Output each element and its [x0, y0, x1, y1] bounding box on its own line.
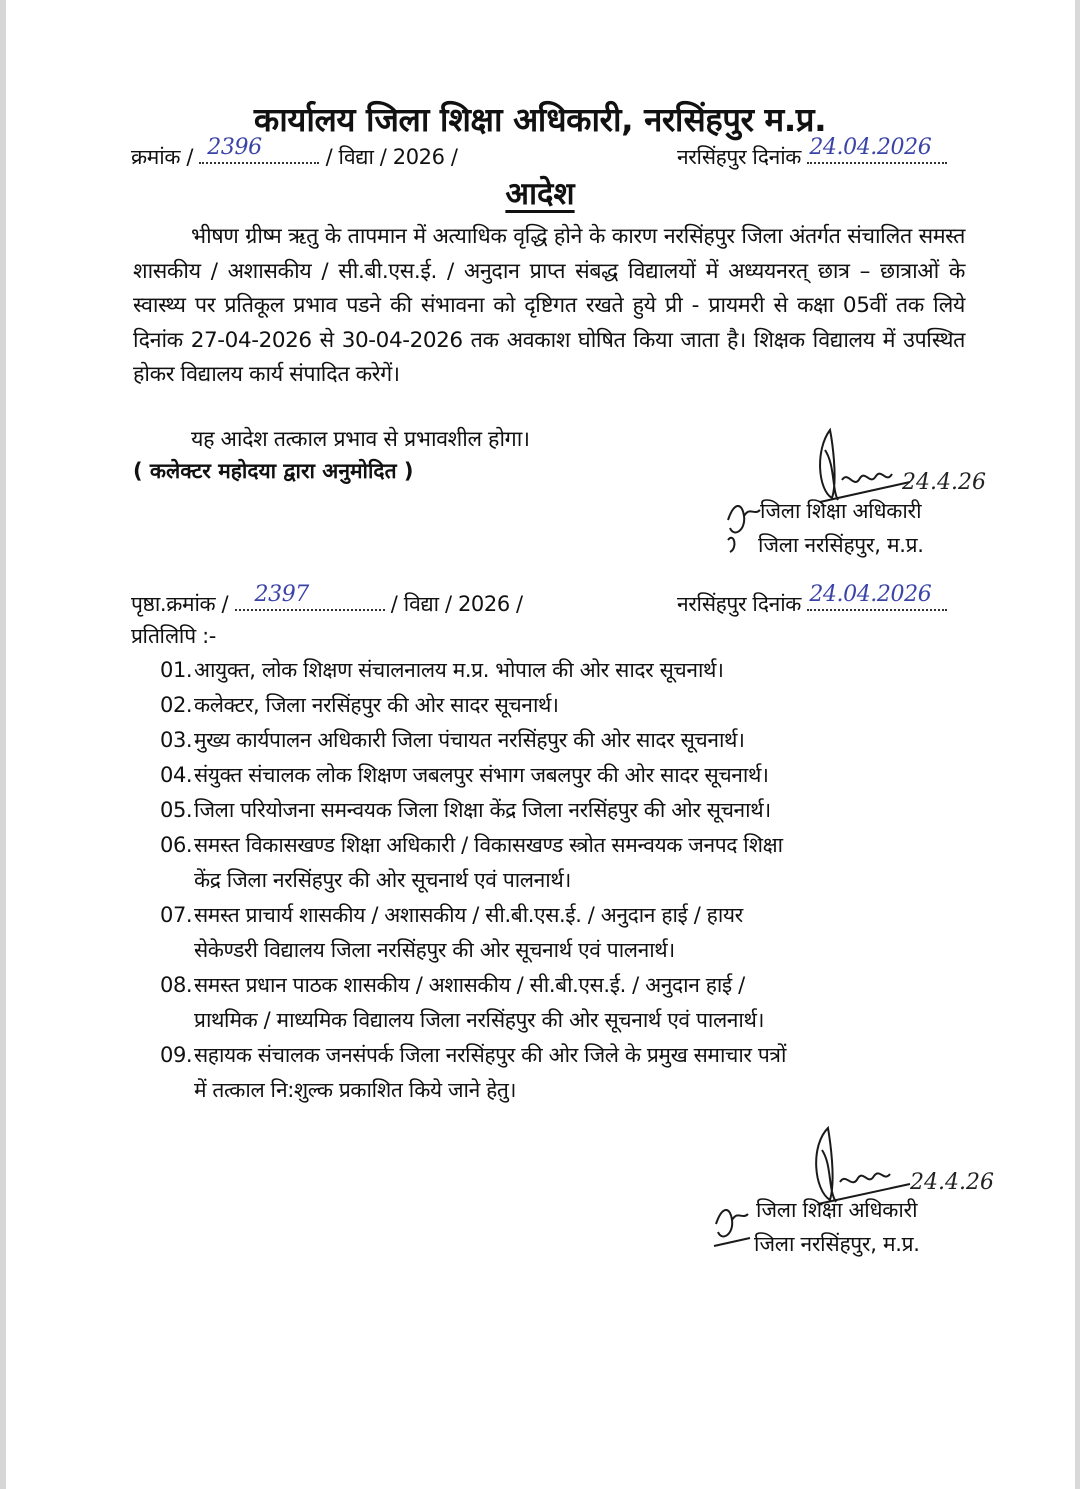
order-body-text: भीषण ग्रीष्म ऋतु के तापमान में अत्याधिक वृद्धि होने के कारण नरसिंहपुर जिला अंतर्गत संचालित समस्त शासकीय / अशासकीय / सी.बी.एस.ई. / अनुदान प्राप्त संबद्ध विद्यालयों में अध्ययनरत् छात्र – छात्राओं के स्वास्थ्य पर प्रतिकूल प्रभाव पडने की संभावना को दृष्टिगत रखते हुये प्री - प्रायमरी से कक्षा 05वीं तक लिये दिनांक 27-04-2026 से 30-04-2026 तक अवकाश घोषित किया जाता है। शिक्षक विद्यालय में उपस्थित होकर विद्यालय कार्य संपादित करेगें।	[133, 224, 965, 387]
copy-list-item: 05.जिला परियोजना समन्वयक जिला शिक्षा केंद्र जिला नरसिंहपुर की ओर सूचनार्थ।	[160, 798, 771, 822]
copy-label: प्रतिलिपि :-	[131, 624, 216, 648]
endorsement-reference	[131, 582, 523, 618]
order-ref-number-field	[199, 135, 319, 164]
signature-2-location: जिला नरसिंहपुर, म.प्र.	[754, 1232, 920, 1256]
copy-list-item: 01.आयुक्त, लोक शिक्षण संचालनालय म.प्र. भोपाल की ओर सादर सूचनार्थ।	[160, 658, 724, 682]
endorsement-ref-suffix: / विद्या / 2026 /	[390, 592, 523, 616]
order-ref-prefix: क्रमांक /	[131, 145, 194, 169]
order-date-field	[807, 135, 947, 164]
order-heading: आदेश	[505, 176, 575, 212]
page-edge-left	[0, 0, 6, 1489]
signature-2-designation: जिला शिक्षा अधिकारी	[756, 1198, 918, 1222]
order-date-label: नरसिंहपुर दिनांक	[677, 145, 802, 169]
endorsement-ref-prefix: पृष्ठा.क्रमांक /	[131, 592, 229, 616]
order-date	[677, 135, 947, 171]
endorsement-ref-number: 2397	[254, 582, 309, 607]
copy-list-item: 02.कलेक्टर, जिला नरसिंहपुर की ओर सादर सूचनार्थ।	[160, 693, 559, 717]
copy-list-item: 04.संयुक्त संचालक लोक शिक्षण जबलपुर संभाग जबलपुर की ओर सादर सूचनार्थ।	[160, 763, 769, 787]
copy-list-item: 03.मुख्य कार्यपालन अधिकारी जिला पंचायत नरसिंहपुर की ओर सादर सूचनार्थ।	[160, 728, 745, 752]
copy-list-item: 08.समस्त प्रधान पाठक शासकीय / अशासकीय / सी.बी.एस.ई. / अनुदान हाई / प्राथमिक / माध्यमिक विद्यालय जिला नरसिंहपुर की ओर सूचनार्थ एवं पालनार्थ।	[160, 973, 765, 1032]
endorsement-date-label: नरसिंहपुर दिनांक	[677, 592, 802, 616]
copy-list-item: 07.समस्त प्राचार्य शासकीय / अशासकीय / सी.बी.एस.ई. / अनुदान हाई / हायर सेकेण्डरी विद्यालय जिला नरसिंहपुर की ओर सूचनार्थ एवं पालनार्थ।	[160, 903, 743, 962]
signature-2-date: 24.4.26	[910, 1170, 994, 1195]
order-ref-suffix: / विद्या / 2026 /	[325, 145, 458, 169]
endorsement-ref-number-field	[235, 582, 385, 611]
order-body	[133, 220, 965, 393]
signature-1-designation: जिला शिक्षा अधिकारी	[760, 499, 922, 523]
endorsement-date-field	[807, 582, 947, 611]
signature-1-date: 24.4.26	[902, 470, 986, 495]
endorsement-date	[677, 582, 947, 618]
order-date-value: 24.04.2026	[809, 135, 932, 160]
office-title: कार्यालय जिला शिक्षा अधिकारी, नरसिंहपुर म.प्र.	[253, 100, 827, 139]
approval-note: ( कलेक्टर महोदया द्वारा अनुमोदित )	[133, 459, 414, 483]
effect-line-text: यह आदेश तत्काल प्रभाव से प्रभावशील होगा।	[191, 427, 530, 452]
signature-1-location: जिला नरसिंहपुर, म.प्र.	[758, 533, 924, 557]
copy-list-item: 09.सहायक संचालक जनसंपर्क जिला नरसिंहपुर की ओर जिले के प्रमुख समाचार पत्रों में तत्काल नि:शुल्क प्रकाशित किये जाने हेतु।	[160, 1043, 787, 1102]
order-ref-number: 2396	[207, 135, 262, 160]
copy-list	[160, 653, 965, 1108]
page-edge-right	[1075, 0, 1080, 1489]
order-reference	[131, 135, 458, 171]
endorsement-date-value: 24.04.2026	[809, 582, 932, 607]
copy-list-item: 06.समस्त विकासखण्ड शिक्षा अधिकारी / विकासखण्ड स्त्रोत समन्वयक जनपद शिक्षा केंद्र जिला नरसिंहपुर की ओर सूचनार्थ एवं पालनार्थ।	[160, 833, 783, 892]
